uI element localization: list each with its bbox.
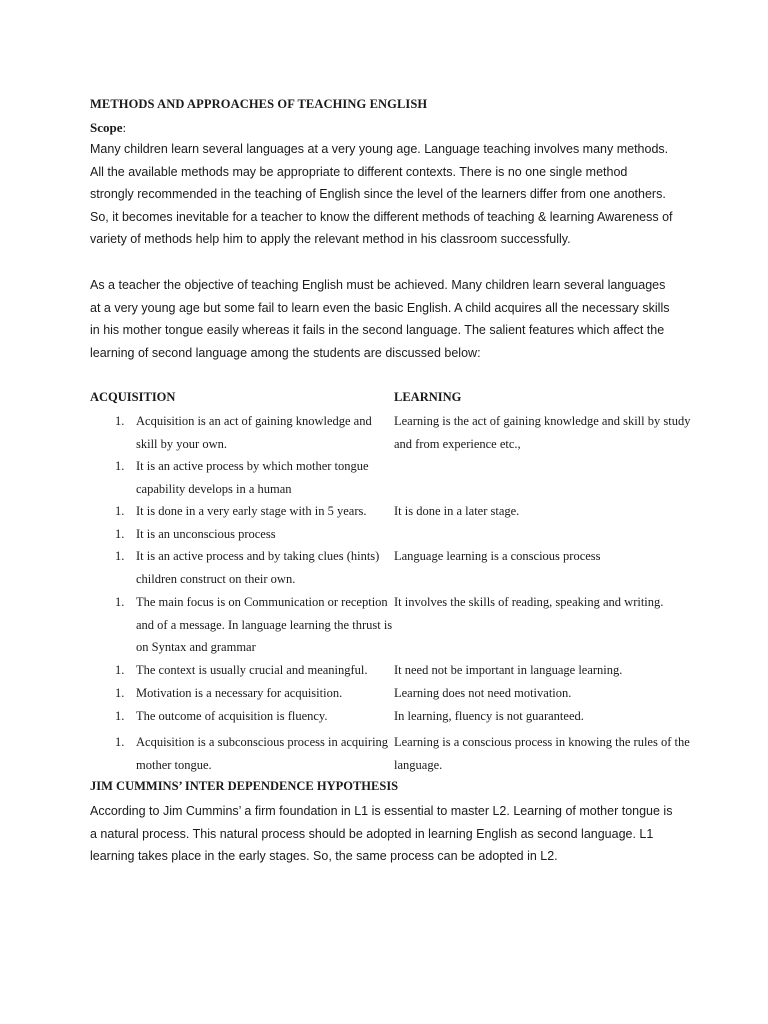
- paragraph-line: a natural process. This natural process should be adopted in learning English as second language. L1: [90, 826, 654, 841]
- learning-line: language.: [394, 757, 443, 772]
- scope-label: Scope: [90, 120, 123, 135]
- row-number: 1.: [115, 504, 125, 518]
- row-number: 1.: [115, 527, 125, 541]
- acquisition-line: and of a message. In language learning the thrust is: [136, 617, 393, 632]
- row-number: 1.: [115, 709, 125, 723]
- acquisition-line: children construct on their own.: [136, 571, 296, 586]
- learning-line: Learning does not need motivation.: [394, 686, 572, 700]
- paragraph-line: All the available methods may be appropriate to different contexts. There is no one single method: [90, 164, 628, 179]
- learning-line: It need not be important in language learning.: [394, 663, 623, 677]
- acquisition-cell: [136, 659, 394, 682]
- acquisition-line: It is done in a very early stage with in 5 years.: [136, 504, 367, 518]
- paragraph-line: variety of methods help him to apply the relevant method in his classroom successfully.: [90, 232, 571, 247]
- learning-cell: [394, 705, 704, 728]
- row-number: 1.: [115, 549, 125, 563]
- learning-line: Learning is the act of gaining knowledge and skill by study: [394, 414, 691, 428]
- paragraph-line: Many children learn several languages at a very young age. Language teaching involves many methods.: [90, 142, 669, 156]
- row-number: 1.: [115, 686, 125, 700]
- document-title: METHODS AND APPROACHES OF TEACHING ENGLISH: [90, 97, 428, 111]
- acquisition-line: Acquisition is an act of gaining knowledge and: [136, 414, 372, 428]
- acquisition-line: on Syntax and grammar: [136, 640, 256, 655]
- acquisition-cell: [136, 545, 394, 590]
- acquisition-line: It is an unconscious process: [136, 527, 276, 541]
- acquisition-line: It is an active process and by taking clues (hints): [136, 549, 380, 563]
- acquisition-line: Motivation is a necessary for acquisition.: [136, 686, 343, 700]
- row-number: 1.: [115, 595, 125, 609]
- learning-line: and from experience etc.,: [394, 436, 521, 451]
- paragraph-line: So, it becomes inevitable for a teacher to know the different methods of teaching & learning Awareness of: [90, 209, 673, 224]
- acquisition-line: mother tongue.: [136, 757, 212, 772]
- row-number: 1.: [115, 459, 125, 473]
- paragraph-line: As a teacher the objective of teaching English must be achieved. Many children learn several languages: [90, 278, 666, 292]
- acquisition-line: It is an active process by which mother tongue: [136, 459, 369, 473]
- acquisition-cell: [136, 682, 394, 705]
- acquisition-cell: [136, 410, 394, 455]
- paragraph-line: According to Jim Cummins’ a firm foundation in L1 is essential to master L2. Learning of mother tongue is: [90, 804, 673, 818]
- learning-line: Language learning is a conscious process: [394, 549, 601, 563]
- acquisition-cell: [136, 591, 394, 659]
- acquisition-cell: [136, 705, 394, 728]
- paragraph-line: strongly recommended in the teaching of English since the level of the learners differ from one anothers.: [90, 187, 666, 202]
- acquisition-column-header: ACQUISITION: [90, 390, 176, 404]
- scope-heading: [90, 120, 126, 136]
- learning-line: In learning, fluency is not guaranteed.: [394, 709, 584, 723]
- teacher-objective-paragraph: [90, 274, 690, 364]
- learning-cell: [394, 545, 704, 568]
- scope-colon: :: [122, 120, 127, 135]
- acquisition-line: skill by your own.: [136, 436, 227, 451]
- hypothesis-paragraph: [90, 800, 690, 868]
- learning-cell: [394, 591, 704, 614]
- acquisition-cell: [136, 500, 394, 523]
- intro-paragraph: [90, 138, 690, 251]
- learning-column-header: LEARNING: [394, 390, 462, 404]
- acquisition-cell: [136, 731, 394, 776]
- learning-cell: [394, 659, 704, 682]
- paragraph-line: at a very young age but some fail to learn even the basic English. A child acquires all the necessary skills: [90, 300, 670, 315]
- hypothesis-heading: JIM CUMMINS’ INTER DEPENDENCE HYPOTHESIS: [90, 779, 399, 793]
- acquisition-line: The main focus is on Communication or reception: [136, 595, 388, 609]
- row-number: 1.: [115, 735, 125, 749]
- paragraph-line: in his mother tongue easily whereas it fails in the second language. The salient features which affect the: [90, 323, 665, 338]
- acquisition-line: The context is usually crucial and meaningful.: [136, 663, 368, 677]
- acquisition-line: capability develops in a human: [136, 481, 292, 496]
- learning-cell: [394, 682, 704, 705]
- row-number: 1.: [115, 663, 125, 677]
- acquisition-line: Acquisition is a subconscious process in acquiring: [136, 735, 389, 749]
- learning-cell: [394, 731, 704, 776]
- paragraph-line: learning of second language among the students are discussed below:: [90, 345, 481, 360]
- acquisition-cell: [136, 523, 394, 546]
- learning-line: It involves the skills of reading, speaking and writing.: [394, 595, 664, 609]
- learning-cell: [394, 410, 704, 455]
- learning-line: Learning is a conscious process in knowing the rules of the: [394, 735, 690, 749]
- learning-line: It is done in a later stage.: [394, 504, 520, 518]
- row-number: 1.: [115, 414, 125, 428]
- paragraph-line: learning takes place in the early stages. So, the same process can be adopted in L2.: [90, 849, 558, 864]
- acquisition-cell: [136, 455, 394, 500]
- acquisition-line: The outcome of acquisition is fluency.: [136, 709, 328, 723]
- learning-cell: [394, 500, 704, 523]
